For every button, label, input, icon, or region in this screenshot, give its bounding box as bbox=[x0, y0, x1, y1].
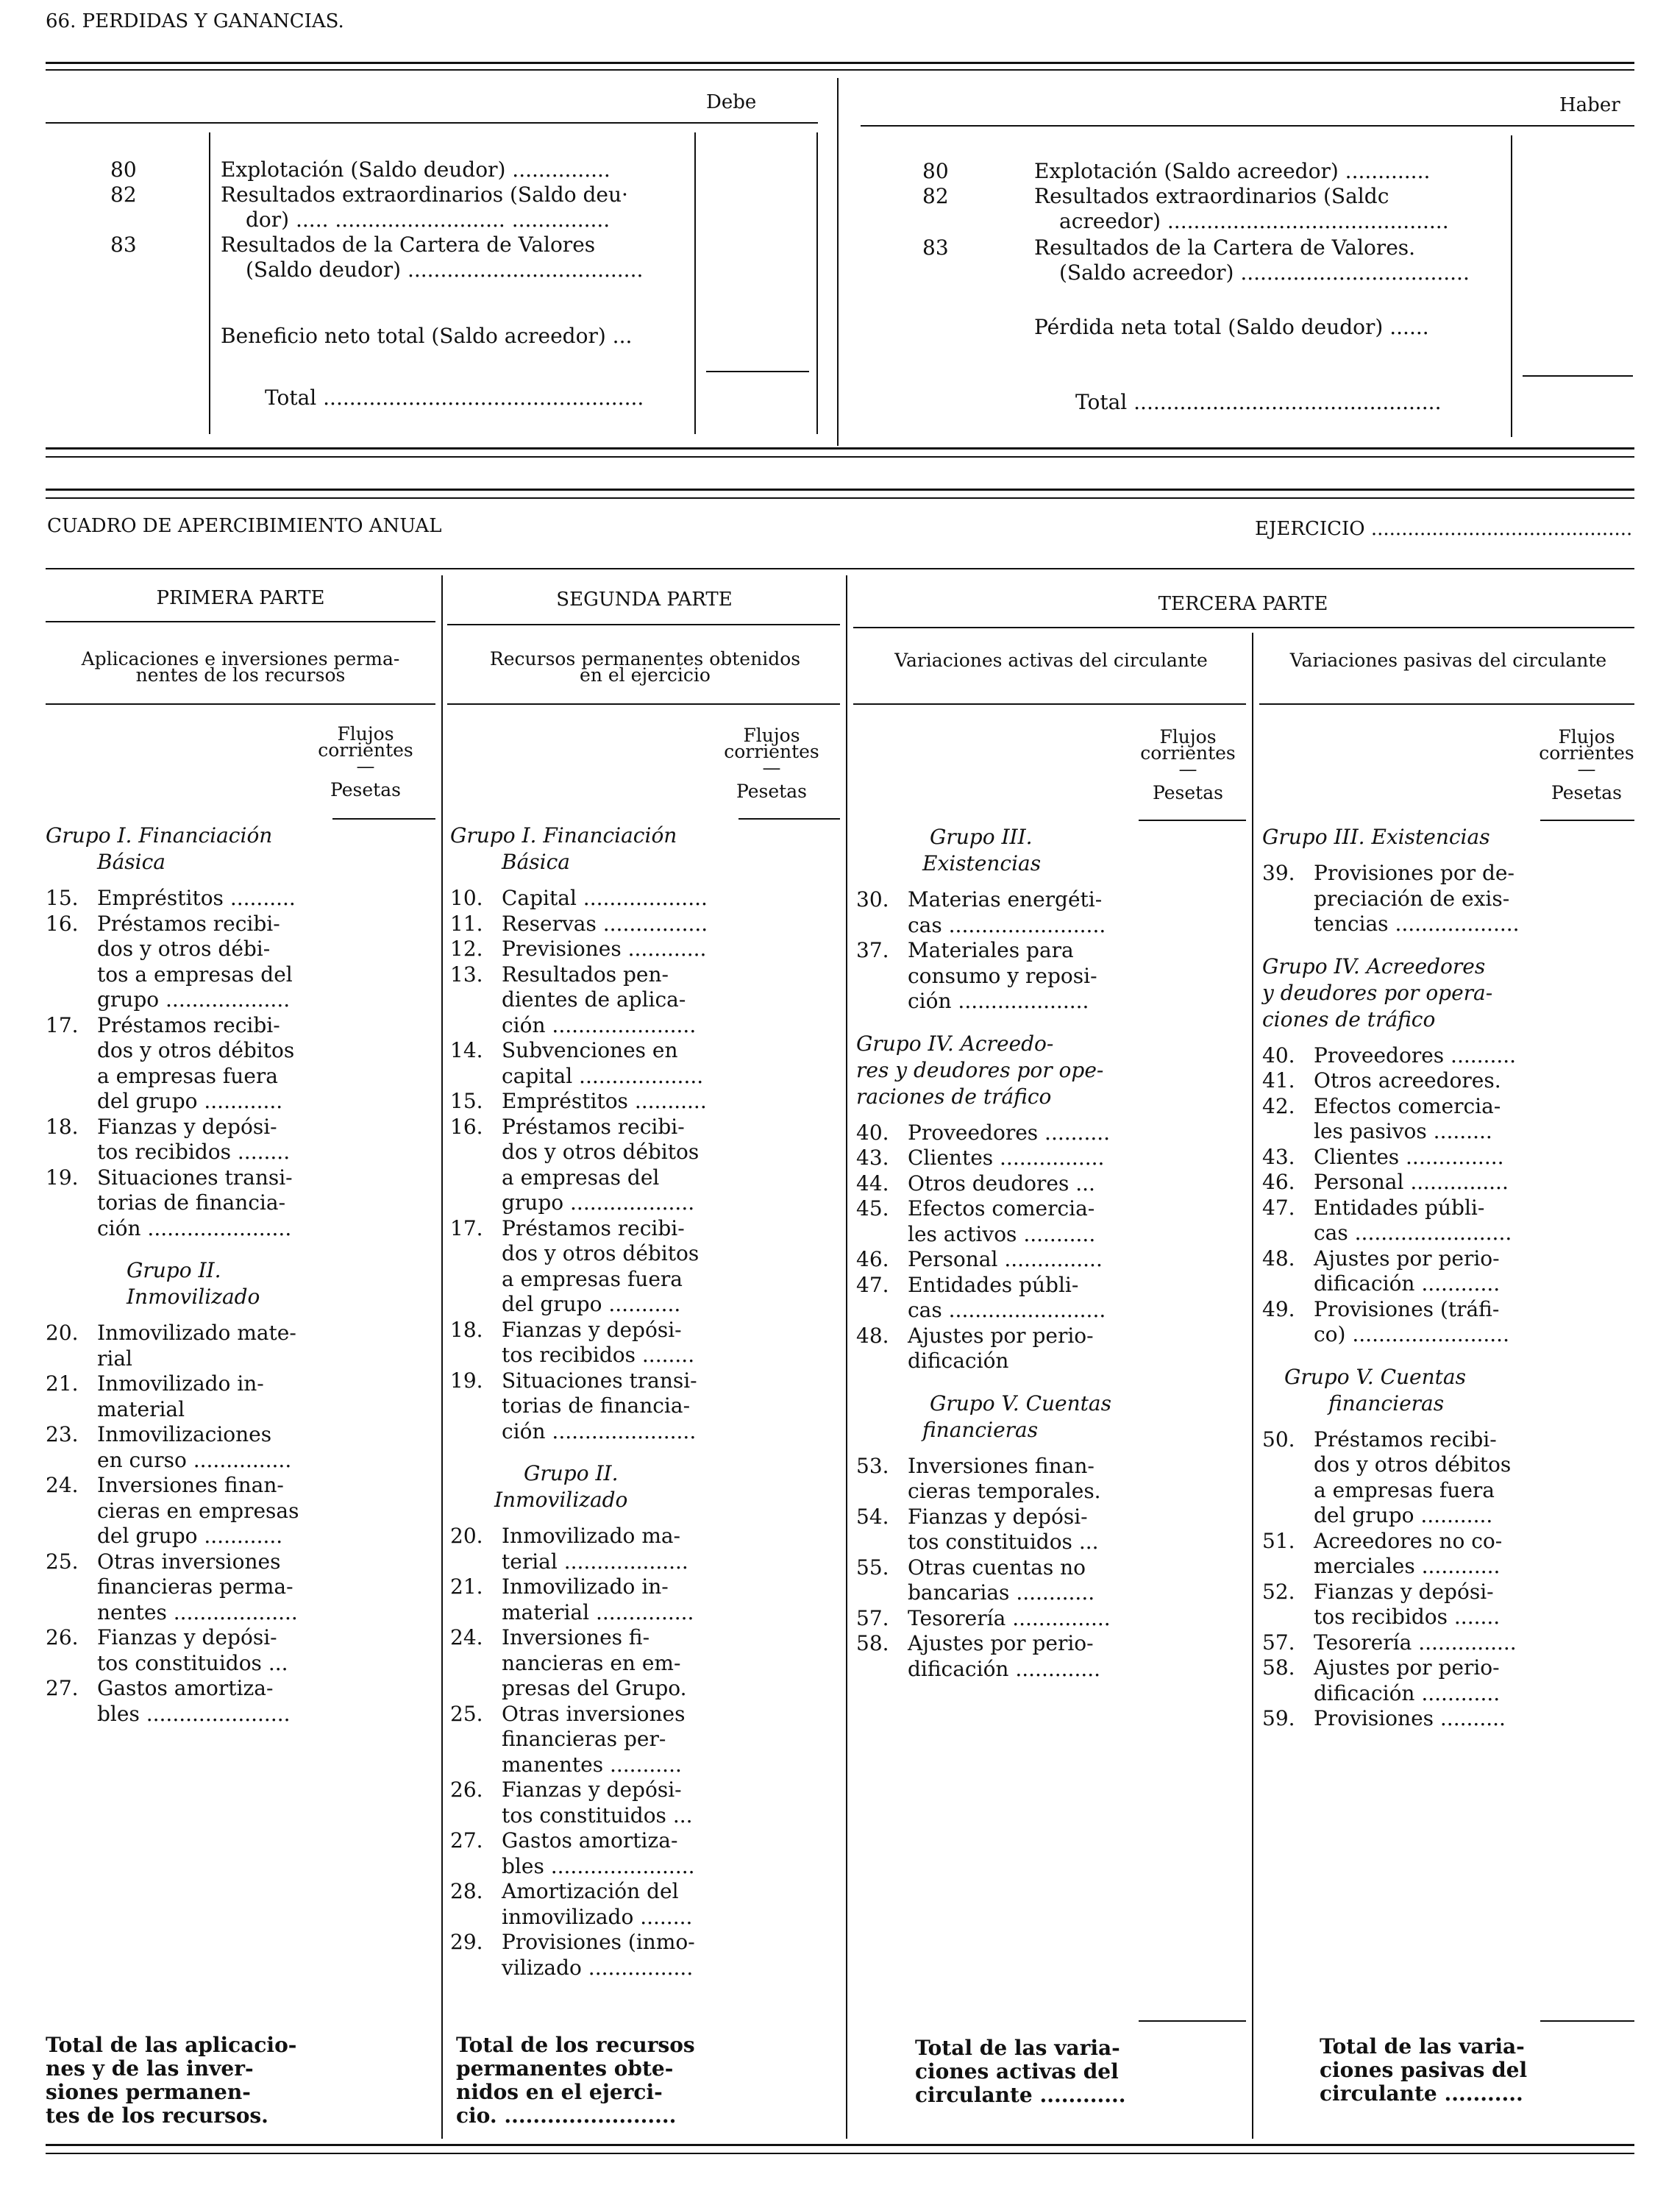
item-text: Inmovilizado ma- bbox=[502, 1524, 681, 1548]
flujos-label: — bbox=[1577, 759, 1596, 780]
item-text: nentes ................... bbox=[97, 1599, 298, 1624]
item-number: 58. bbox=[1262, 1655, 1295, 1680]
item-number: 24. bbox=[46, 1473, 79, 1497]
debe-amount-left bbox=[694, 132, 696, 434]
item-text: Otros deudores ... bbox=[908, 1171, 1095, 1196]
item-text: Ajustes por perio- bbox=[1314, 1655, 1500, 1680]
item-text: Clientes ............... bbox=[1314, 1144, 1504, 1169]
item-text: Préstamos recibi- bbox=[502, 1114, 685, 1139]
group-heading: financieras bbox=[922, 1417, 1039, 1442]
group-heading: y deudores por opera- bbox=[1262, 980, 1493, 1005]
item-text: tos constituidos ... bbox=[502, 1803, 693, 1828]
item-text: cieras en empresas bbox=[97, 1498, 299, 1523]
item-text: Previsiones ............ bbox=[502, 937, 707, 961]
pyg.debe-line: Resultados de la Cartera de Valores bbox=[221, 232, 596, 257]
item-text: tos a empresas del bbox=[97, 962, 293, 987]
item-number: 23. bbox=[46, 1422, 79, 1446]
pyg.haber-line: Pérdida neta total (Saldo deudor) ...... bbox=[1034, 315, 1429, 339]
subheader-rule-1 bbox=[46, 703, 435, 705]
pyg.haber-code: 82 bbox=[922, 184, 949, 208]
item-number: 10. bbox=[450, 886, 483, 910]
flujos-label: Pesetas bbox=[330, 779, 401, 800]
flux-rule-2 bbox=[738, 818, 840, 820]
item-number: 20. bbox=[46, 1321, 79, 1345]
item-number: 18. bbox=[46, 1114, 79, 1139]
item-number: 57. bbox=[856, 1605, 889, 1630]
pyg.debe-line: Beneficio neto total (Saldo acreedor) ... bbox=[221, 324, 633, 348]
item-text: a empresas del bbox=[502, 1165, 660, 1190]
column-total: permanentes obte- bbox=[456, 2056, 674, 2081]
flujos-label: — bbox=[356, 756, 375, 777]
item-number: 53. bbox=[856, 1453, 889, 1478]
flujos-label: — bbox=[762, 757, 781, 778]
item-text: les pasivos ......... bbox=[1314, 1119, 1492, 1143]
group-heading: Grupo I. Financiación bbox=[450, 823, 677, 848]
item-number: 21. bbox=[450, 1574, 483, 1599]
group-heading: Grupo III. bbox=[930, 825, 1033, 849]
item-text: vilizado ................ bbox=[502, 1955, 694, 1980]
item-number: 16. bbox=[450, 1114, 483, 1139]
item-number: 45. bbox=[856, 1196, 889, 1221]
item-text: torias de financia- bbox=[502, 1393, 691, 1418]
item-number: 15. bbox=[46, 886, 79, 910]
item-text: cas ........................ bbox=[908, 1298, 1106, 1322]
item-text: Materias energéti- bbox=[908, 887, 1103, 912]
pyg.haber-code: 80 bbox=[922, 159, 949, 183]
item-text: dos y otros débitos bbox=[502, 1241, 700, 1265]
parte-rule-2 bbox=[447, 624, 840, 625]
item-text: Tesorería ............... bbox=[1314, 1630, 1517, 1655]
item-text: Préstamos recibi- bbox=[1314, 1427, 1497, 1452]
item-text: tos recibidos ........ bbox=[97, 1140, 291, 1164]
item-number: 47. bbox=[1262, 1195, 1295, 1220]
item-text: Proveedores .......... bbox=[1314, 1043, 1517, 1068]
cuadro-bottom-rule bbox=[46, 2144, 1634, 2146]
item-number: 19. bbox=[450, 1368, 483, 1393]
column-total: siones permanen- bbox=[46, 2080, 251, 2104]
item-text: material ............... bbox=[502, 1599, 694, 1624]
item-number: 25. bbox=[450, 1701, 483, 1726]
group-heading: ciones de tráfico bbox=[1262, 1006, 1436, 1031]
pyg.debe-code: 82 bbox=[110, 182, 137, 207]
haber-total: Total ............................................... bbox=[1075, 390, 1442, 414]
item-text: manentes ........... bbox=[502, 1752, 682, 1777]
column-total: cio. ........................ bbox=[456, 2103, 677, 2128]
item-number: 20. bbox=[450, 1524, 483, 1548]
item-text: bancarias ............ bbox=[908, 1580, 1095, 1605]
item-text: cas ........................ bbox=[908, 912, 1106, 937]
item-number: 28. bbox=[450, 1879, 483, 1903]
item-text: dificación ............. bbox=[908, 1656, 1101, 1681]
flujos-label: corrientes bbox=[1140, 742, 1236, 764]
item-number: 25. bbox=[46, 1549, 79, 1574]
item-number: 46. bbox=[856, 1247, 889, 1271]
item-text: Préstamos recibi- bbox=[502, 1215, 685, 1240]
pyg.haber-line: acreedor) ........................................... bbox=[1059, 209, 1449, 233]
item-text: tos recibidos ....... bbox=[1314, 1605, 1501, 1629]
group-heading: Grupo V. Cuentas bbox=[930, 1391, 1111, 1416]
item-text: Tesorería ............... bbox=[908, 1605, 1111, 1630]
item-text: merciales ............ bbox=[1314, 1554, 1501, 1578]
item-number: 54. bbox=[856, 1504, 889, 1529]
item-text: dos y otros débi- bbox=[97, 937, 271, 961]
pyg.debe-code: 80 bbox=[110, 157, 137, 182]
column-total: ciones activas del bbox=[915, 2059, 1119, 2084]
item-number: 17. bbox=[46, 1012, 79, 1037]
item-number: 19. bbox=[46, 1165, 79, 1190]
item-text: tos constituidos ... bbox=[908, 1530, 1099, 1554]
item-number: 44. bbox=[856, 1171, 889, 1196]
flux-rule-3 bbox=[1139, 820, 1246, 821]
item-number: 51. bbox=[1262, 1528, 1295, 1553]
item-text: Provisiones .......... bbox=[1314, 1706, 1506, 1730]
item-text: Inversiones finan- bbox=[97, 1473, 284, 1497]
item-text: ción ...................... bbox=[97, 1215, 292, 1240]
group-heading: Grupo I. Financiación bbox=[46, 823, 273, 848]
item-text: Otros acreedores. bbox=[1314, 1068, 1501, 1093]
item-text: torias de financia- bbox=[97, 1190, 286, 1215]
parte-rule-1 bbox=[46, 621, 435, 622]
item-text: Subvenciones en bbox=[502, 1038, 678, 1062]
item-text: Ajustes por perio- bbox=[908, 1631, 1094, 1655]
haber-header-rule bbox=[861, 125, 1634, 127]
item-text: Empréstitos .......... bbox=[97, 886, 296, 910]
item-number: 14. bbox=[450, 1038, 483, 1062]
item-number: 27. bbox=[450, 1828, 483, 1853]
item-text: Fianzas y depósi- bbox=[1314, 1579, 1494, 1604]
column-total: Total de las aplicacio- bbox=[46, 2033, 297, 2057]
item-text: Préstamos recibi- bbox=[97, 911, 280, 936]
pyg.haber-line: Resultados de la Cartera de Valores. bbox=[1034, 235, 1416, 260]
item-number: 52. bbox=[1262, 1579, 1295, 1604]
pyg-bottom-rule bbox=[46, 447, 1634, 450]
debe-amount-right bbox=[816, 132, 818, 434]
pyg.debe-line: Resultados extraordinarios (Saldo deu· bbox=[221, 182, 628, 207]
column-header: Recursos permanentes obtenidos bbox=[489, 648, 801, 670]
page-header: 66. PERDIDAS Y GANANCIAS. bbox=[46, 10, 344, 32]
top-rule bbox=[46, 62, 1634, 64]
col-divider-1 bbox=[441, 575, 443, 2139]
parte-rule-3 bbox=[853, 627, 1634, 628]
item-text: a empresas fuera bbox=[1314, 1477, 1495, 1502]
item-number: 29. bbox=[450, 1930, 483, 1954]
item-text: Otras inversiones bbox=[97, 1549, 281, 1574]
item-number: 41. bbox=[1262, 1068, 1295, 1093]
column-total: Total de los recursos bbox=[456, 2033, 695, 2057]
tercera-parte: TERCERA PARTE bbox=[1158, 593, 1328, 615]
item-text: les activos ........... bbox=[908, 1221, 1096, 1246]
flujos-label: corrientes bbox=[724, 741, 819, 762]
item-number: 43. bbox=[1262, 1144, 1295, 1169]
flujos-label: Pesetas bbox=[1153, 782, 1223, 803]
item-text: Capital ................... bbox=[502, 886, 708, 910]
item-text: Inmovilizado mate- bbox=[97, 1321, 296, 1345]
cuadro-bottom-rule-2 bbox=[46, 2153, 1634, 2154]
item-number: 26. bbox=[450, 1777, 483, 1802]
item-number: 40. bbox=[1262, 1043, 1295, 1068]
item-text: en curso ............... bbox=[97, 1447, 292, 1472]
flujos-label: Flujos bbox=[1558, 726, 1615, 747]
debe-total-rule bbox=[706, 371, 809, 372]
item-text: Provisiones (inmo- bbox=[502, 1930, 695, 1954]
flujos-label: Pesetas bbox=[736, 781, 807, 802]
item-number: 40. bbox=[856, 1120, 889, 1145]
item-text: ción ...................... bbox=[502, 1418, 697, 1443]
item-text: capital ................... bbox=[502, 1063, 704, 1088]
item-text: Otras inversiones bbox=[502, 1701, 686, 1726]
pyg.debe-line: dor) ..... .......................... ............... bbox=[246, 207, 611, 232]
item-number: 48. bbox=[1262, 1246, 1295, 1271]
item-text: dificación ............ bbox=[1314, 1680, 1501, 1705]
item-text: cas ........................ bbox=[1314, 1221, 1512, 1245]
item-number: 55. bbox=[856, 1555, 889, 1580]
item-text: rial bbox=[97, 1346, 132, 1371]
pyg.debe-line: Explotación (Saldo deudor) ............... bbox=[221, 157, 611, 182]
ejercicio-label: EJERCICIO ........................................... bbox=[1255, 518, 1633, 540]
column-total: ciones pasivas del bbox=[1320, 2058, 1528, 2082]
col-divider-2 bbox=[846, 575, 847, 2139]
item-text: dos y otros débitos bbox=[97, 1038, 295, 1062]
item-text: material bbox=[97, 1396, 185, 1421]
column-total: nidos en el ejerci- bbox=[456, 2080, 663, 2104]
item-text: Efectos comercia- bbox=[908, 1196, 1095, 1221]
item-number: 47. bbox=[856, 1272, 889, 1297]
item-number: 11. bbox=[450, 911, 483, 936]
flujos-label: Flujos bbox=[337, 723, 394, 745]
column-header: Variaciones activas del circulante bbox=[894, 650, 1208, 671]
item-text: dificación ............ bbox=[1314, 1271, 1501, 1296]
column-total: circulante ........... bbox=[1320, 2081, 1523, 2106]
group-heading: Grupo IV. Acreedores bbox=[1262, 953, 1486, 979]
item-text: Efectos comercia- bbox=[1314, 1093, 1501, 1118]
item-text: dificación bbox=[908, 1349, 1009, 1373]
item-text: Fianzas y depósi- bbox=[502, 1777, 682, 1802]
group-heading: Grupo III. Existencias bbox=[1262, 825, 1490, 849]
item-number: 58. bbox=[856, 1631, 889, 1655]
item-text: Provisiones por de- bbox=[1314, 861, 1515, 885]
item-text: a empresas fuera bbox=[97, 1063, 278, 1088]
flujos-label: — bbox=[1178, 759, 1197, 780]
item-text: ción ...................... bbox=[502, 1012, 697, 1037]
item-text: Personal ............... bbox=[908, 1247, 1103, 1271]
item-number: 30. bbox=[856, 887, 889, 912]
flujos-label: corrientes bbox=[1539, 742, 1634, 764]
item-text: presas del Grupo. bbox=[502, 1676, 687, 1700]
column-header: Aplicaciones e inversiones perma- bbox=[81, 648, 400, 670]
subheader-rule-4 bbox=[1259, 703, 1634, 705]
item-text: a empresas fuera bbox=[502, 1266, 683, 1291]
item-text: del grupo ............ bbox=[97, 1524, 283, 1548]
item-text: Préstamos recibi- bbox=[97, 1012, 280, 1037]
item-text: Inmovilizado in- bbox=[502, 1574, 669, 1599]
item-text: Fianzas y depósi- bbox=[97, 1625, 277, 1649]
item-text: financieras perma- bbox=[97, 1574, 293, 1599]
col-divider-3 bbox=[1252, 633, 1253, 2139]
item-text: Ajustes por perio- bbox=[908, 1323, 1094, 1348]
column-total: Total de las varia- bbox=[1320, 2034, 1525, 2059]
group-heading: Inmovilizado bbox=[494, 1488, 628, 1512]
item-text: Proveedores .......... bbox=[908, 1120, 1111, 1145]
item-text: Clientes ................ bbox=[908, 1146, 1105, 1170]
item-text: dos y otros débitos bbox=[1314, 1452, 1512, 1477]
flujos-label: corrientes bbox=[318, 739, 413, 761]
pyg.debe-code: 83 bbox=[110, 232, 137, 257]
debe-desc-left bbox=[209, 132, 210, 434]
item-number: 48. bbox=[856, 1323, 889, 1348]
pyg.haber-line: Resultados extraordinarios (Saldc bbox=[1034, 184, 1389, 208]
item-number: 13. bbox=[450, 962, 483, 987]
pyg.debe-line: (Saldo deudor) .................................... bbox=[246, 258, 644, 282]
item-text: dos y otros débitos bbox=[502, 1140, 700, 1164]
item-text: del grupo ........... bbox=[502, 1292, 681, 1316]
item-text: co) ........................ bbox=[1314, 1322, 1509, 1346]
column-total: Total de las varia- bbox=[915, 2036, 1120, 2060]
item-text: Resultados pen- bbox=[502, 962, 669, 987]
total-rule-3 bbox=[1139, 2020, 1246, 2022]
item-text: Otras cuentas no bbox=[908, 1555, 1086, 1580]
item-text: terial ................... bbox=[502, 1549, 688, 1574]
column-header: nentes de los recursos bbox=[135, 664, 346, 686]
item-number: 26. bbox=[46, 1625, 79, 1649]
cuadro-header-rule bbox=[46, 568, 1634, 569]
item-text: consumo y reposi- bbox=[908, 963, 1097, 988]
item-text: del grupo ........... bbox=[1314, 1503, 1493, 1527]
item-number: 49. bbox=[1262, 1296, 1295, 1321]
item-number: 59. bbox=[1262, 1706, 1295, 1730]
item-text: bles ...................... bbox=[502, 1853, 695, 1878]
group-heading: Inmovilizado bbox=[127, 1285, 260, 1309]
item-number: 24. bbox=[450, 1625, 483, 1649]
pyg.haber-code: 83 bbox=[922, 235, 949, 260]
column-header: en el ejercicio bbox=[580, 664, 711, 686]
column-total: circulante ............ bbox=[915, 2083, 1126, 2107]
item-text: preciación de exis- bbox=[1314, 886, 1510, 911]
item-text: Gastos amortiza- bbox=[97, 1676, 274, 1700]
flux-rule-4 bbox=[1540, 820, 1634, 821]
item-text: Materiales para bbox=[908, 938, 1074, 962]
item-text: ción .................... bbox=[908, 989, 1089, 1013]
item-text: Inmovilizado in- bbox=[97, 1371, 264, 1396]
item-text: Personal ............... bbox=[1314, 1170, 1509, 1194]
group-heading: res y deudores por ope- bbox=[856, 1057, 1104, 1082]
item-number: 39. bbox=[1262, 861, 1295, 885]
group-heading: Grupo V. Cuentas bbox=[1284, 1364, 1466, 1389]
item-text: dientes de aplica- bbox=[502, 987, 686, 1012]
total-rule-4 bbox=[1540, 2020, 1634, 2022]
item-number: 16. bbox=[46, 911, 79, 936]
top-rule-2 bbox=[46, 69, 1634, 71]
item-text: Fianzas y depósi- bbox=[908, 1504, 1088, 1529]
item-text: Inversiones fi- bbox=[502, 1625, 650, 1649]
item-number: 43. bbox=[856, 1146, 889, 1170]
item-text: bles ...................... bbox=[97, 1701, 291, 1726]
item-text: Entidades públi- bbox=[1314, 1195, 1485, 1220]
item-text: Gastos amortiza- bbox=[502, 1828, 678, 1853]
item-text: cieras temporales. bbox=[908, 1479, 1101, 1503]
flujos-label: Flujos bbox=[1159, 726, 1217, 747]
item-text: inmovilizado ........ bbox=[502, 1904, 693, 1929]
haber-amount-left bbox=[1511, 135, 1512, 437]
item-text: del grupo ............ bbox=[97, 1089, 283, 1113]
subheader-rule-3 bbox=[853, 703, 1246, 705]
debe-header-rule bbox=[46, 122, 818, 124]
item-text: Fianzas y depósi- bbox=[97, 1114, 277, 1139]
column-header: Variaciones pasivas del circulante bbox=[1289, 650, 1607, 671]
item-number: 12. bbox=[450, 937, 483, 961]
item-number: 21. bbox=[46, 1371, 79, 1396]
item-text: Situaciones transi- bbox=[97, 1165, 293, 1190]
item-text: Empréstitos ........... bbox=[502, 1089, 707, 1113]
pyg-center-divider bbox=[837, 78, 839, 446]
group-heading: raciones de tráfico bbox=[856, 1084, 1052, 1109]
item-number: 57. bbox=[1262, 1630, 1295, 1655]
column-total: nes y de las inver- bbox=[46, 2056, 254, 2081]
group-heading: Grupo II. bbox=[524, 1461, 619, 1485]
item-text: nancieras en em- bbox=[502, 1650, 681, 1675]
item-text: Fianzas y depósi- bbox=[502, 1317, 682, 1342]
item-text: Reservas ................ bbox=[502, 911, 708, 936]
group-heading: Básica bbox=[502, 850, 570, 874]
item-text: Inversiones finan- bbox=[908, 1453, 1095, 1478]
group-heading: Grupo II. bbox=[127, 1258, 221, 1282]
item-number: 42. bbox=[1262, 1093, 1295, 1118]
item-text: tos recibidos ........ bbox=[502, 1343, 695, 1367]
group-heading: Existencias bbox=[922, 851, 1042, 876]
segunda-parte: SEGUNDA PARTE bbox=[556, 589, 733, 611]
group-heading: Básica bbox=[97, 850, 165, 874]
item-text: Entidades públi- bbox=[908, 1272, 1079, 1297]
primera-parte: PRIMERA PARTE bbox=[156, 587, 325, 609]
item-text: grupo ................... bbox=[97, 987, 291, 1012]
subheader-rule-2 bbox=[447, 703, 840, 705]
item-number: 37. bbox=[856, 938, 889, 962]
item-text: Amortización del bbox=[502, 1879, 679, 1903]
column-total: tes de los recursos. bbox=[46, 2103, 268, 2128]
item-text: Situaciones transi- bbox=[502, 1368, 697, 1393]
pyg.haber-line: Explotación (Saldo acreedor) ............. bbox=[1034, 159, 1431, 183]
item-number: 27. bbox=[46, 1676, 79, 1700]
flujos-label: Flujos bbox=[743, 725, 800, 746]
item-text: Ajustes por perio- bbox=[1314, 1246, 1500, 1271]
haber-label: Haber bbox=[1559, 94, 1620, 116]
item-text: tencias ................... bbox=[1314, 912, 1520, 936]
item-text: Provisiones (tráfi- bbox=[1314, 1296, 1500, 1321]
item-text: tos constituidos ... bbox=[97, 1650, 288, 1675]
flux-rule-1 bbox=[332, 818, 435, 820]
debe-total: Total ................................................. bbox=[265, 386, 644, 410]
debe-label: Debe bbox=[706, 91, 757, 113]
group-heading: Grupo IV. Acreedo- bbox=[856, 1031, 1054, 1056]
item-number: 50. bbox=[1262, 1427, 1295, 1452]
pyg-bottom-rule-2 bbox=[46, 456, 1634, 458]
group-heading: financieras bbox=[1328, 1391, 1445, 1416]
item-number: 18. bbox=[450, 1317, 483, 1342]
item-text: Inmovilizaciones bbox=[97, 1422, 272, 1446]
cuadro-top-rule bbox=[46, 489, 1634, 491]
cuadro-title: CUADRO DE APERCIBIMIENTO ANUAL bbox=[47, 515, 442, 537]
haber-total-rule bbox=[1523, 375, 1633, 377]
item-text: Acreedores no co- bbox=[1314, 1528, 1503, 1553]
item-number: 46. bbox=[1262, 1170, 1295, 1194]
item-text: grupo ................... bbox=[502, 1190, 695, 1215]
item-number: 17. bbox=[450, 1215, 483, 1240]
cuadro-top-rule-2 bbox=[46, 497, 1634, 499]
item-text: financieras per- bbox=[502, 1727, 666, 1751]
flujos-label: Pesetas bbox=[1551, 782, 1622, 803]
item-number: 15. bbox=[450, 1089, 483, 1113]
pyg.haber-line: (Saldo acreedor) ................................... bbox=[1059, 260, 1470, 285]
